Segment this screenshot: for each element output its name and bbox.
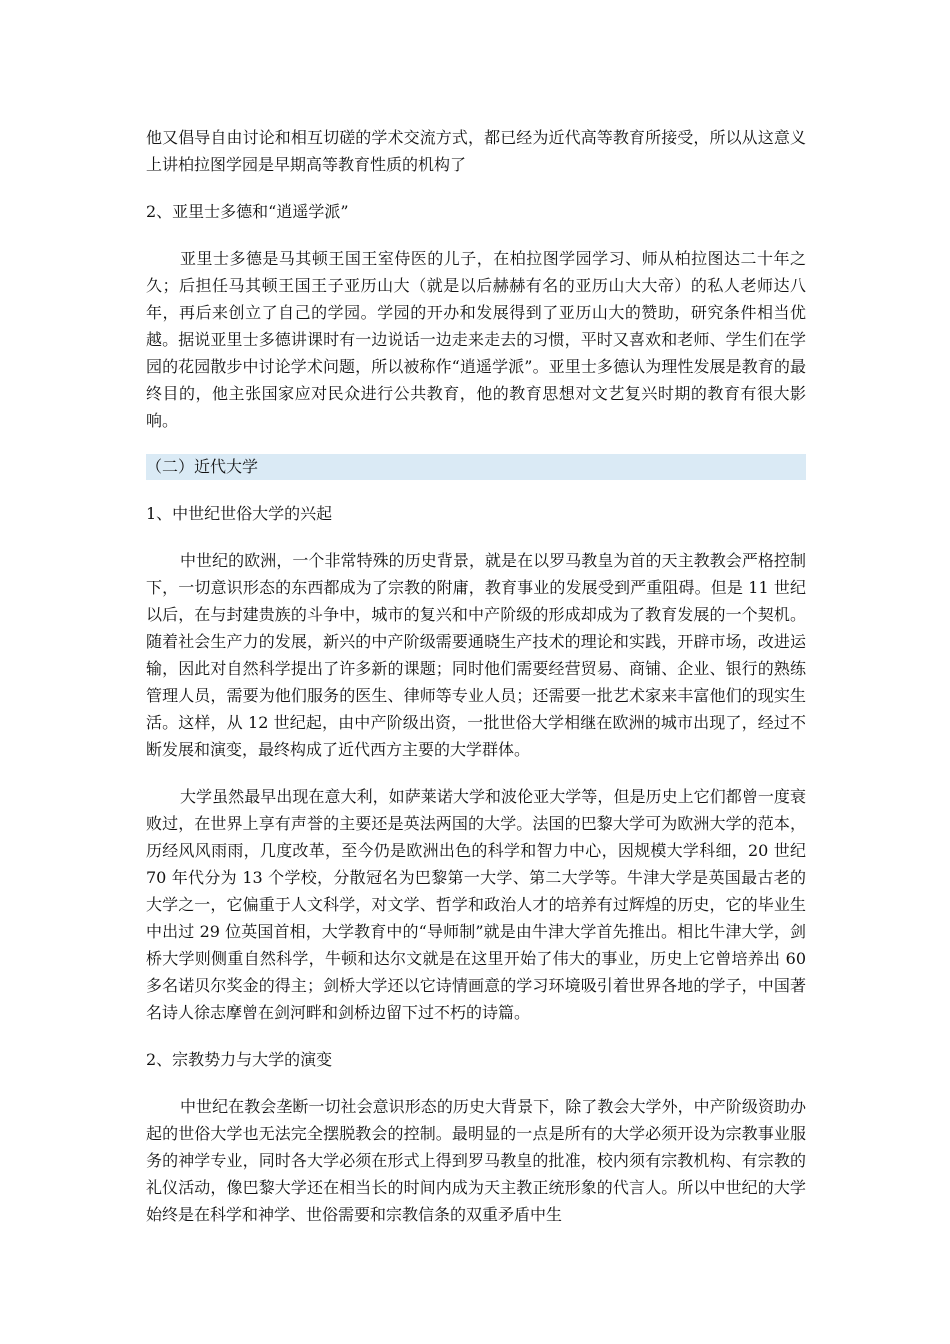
intro-paragraph: 他又倡导自由讨论和相互切磋的学术交流方式，都已经为近代高等教育所接受，所以从这意义上讲柏拉图学园是早期高等教育性质的机构了 <box>146 128 806 174</box>
spacer <box>146 225 806 245</box>
aristotle-paragraph: 亚里士多德是马其顿王国王室侍医的儿子，在柏拉图学园学习、师从柏拉图达二十年之久；后担任马其顿王国王子亚历山大（就是以后赫赫有名的亚历山大大帝）的私人老师达八年，再后来创立了自己的学园。学园的开办和发展得到了亚历山大的赞助，研究条件相当优越。据说亚里士多德讲课时有一边说话一边走来走去的习惯，平时又喜欢和老师、学生们在学园的花园散步中讨论学术问题，所以被称作“逍遥学派”。亚里士多德认为理性发展是教育的最终目的，他主张国家应对民众进行公共教育，他的教育思想对文艺复兴时期的教育有很大影响。 <box>146 249 806 430</box>
aristotle-heading: 2、亚里士多德和“逍遥学派” <box>146 202 349 221</box>
religion-paragraph: 中世纪在教会垄断一切社会意识形态的历史大背景下，除了教会大学外，中产阶级资助办起的世俗大学也无法完全摆脱教会的控制。最明显的一点是所有的大学必须开设为宗教事业服务的神学专业，同时各大学必须在形式上得到罗马教皇的批准，校内须有宗教机构、有宗教的礼仪活动，像巴黎大学还在相当长的时间内成为天主教正统形象的代言人。所以中世纪的大学始终是在科学和神学、世俗需要和宗教信条的双重矛盾中生 <box>146 1097 806 1224</box>
spacer <box>146 434 806 454</box>
spacer <box>146 480 806 500</box>
medieval-paragraph-1: 中世纪的欧洲，一个非常特殊的历史背景，就是在以罗马教皇为首的天主教教会严格控制下，一切意识形态的东西都成为了宗教的附庸，教育事业的发展受到严重阻碍。但是 11 世纪以后，在与封建贵族的斗争中，城市的复兴和中产阶级的形成却成为了教育发展的一个契机。随着社会生产力的发展，新兴的中产阶级需要通晓生产技术的理论和实践，开辟市场，改进运输，因此对自然科学提出了许多新的课题；同时他们需要经营贸易、商铺、企业、银行的熟练管理人员，需要为他们服务的医生、律师等专业人员；还需要一批艺术家来丰富他们的现实生活。这样，从 12 世纪起，由中产阶级出资，一批世俗大学相继在欧洲的城市出现了，经过不断发展和演变，最终构成了近代西方主要的大学群体。 <box>146 551 806 759</box>
spacer <box>146 1026 806 1046</box>
spacer <box>146 1073 806 1093</box>
medieval-paragraph-2: 大学虽然最早出现在意大利，如萨莱诺大学和波伦亚大学等，但是历史上它们都曾一度衰败过，在世界上享有声誉的主要还是英法两国的大学。法国的巴黎大学可为欧洲大学的范本，历经风风雨雨，几度改革，至今仍是欧洲出色的科学和智力中心，因规模大学科细，20 世纪 70 年代分为 13 个学校，分散冠名为巴黎第一大学、第二大学等。牛津大学是英国最古老的大学之一，它偏重于人文科学，对文学、哲学和政治人才的培养有过辉煌的历史，它的毕业生中出过 29 位英国首相，大学教育中的“导师制”就是由牛津大学首先推出。相比牛津大学，剑桥大学则侧重自然科学，牛顿和达尔文就是在这里开始了伟大的事业，历史上它曾培养出 60 多名诺贝尔奖金的得主；剑桥大学还以它诗情画意的学习环境吸引着世界各地的学子，中国著名诗人徐志摩曾在剑河畔和剑桥边留下过不朽的诗篇。 <box>146 787 806 1022</box>
religion-heading: 2、宗教势力与大学的演变 <box>146 1050 333 1069</box>
spacer <box>146 763 806 783</box>
section-title-modern-university: （二）近代大学 <box>146 454 806 480</box>
document-page <box>146 124 806 1228</box>
medieval-heading: 1、中世纪世俗大学的兴起 <box>146 504 333 523</box>
spacer <box>146 178 806 198</box>
spacer <box>146 527 806 547</box>
